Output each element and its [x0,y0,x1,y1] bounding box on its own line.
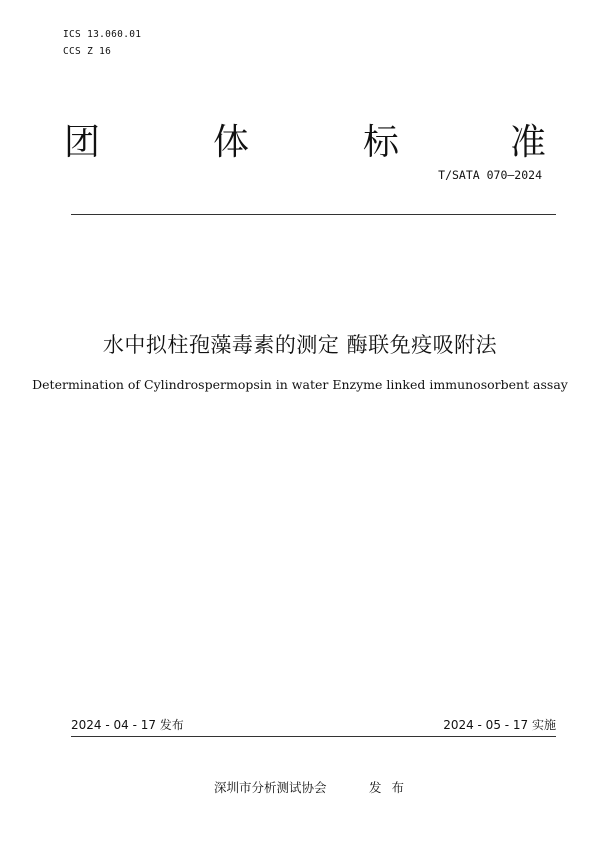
ccs-code: CCS Z 16 [63,46,112,57]
footer-divider [71,736,556,737]
standard-type-char-2: 体 [213,122,250,163]
header-divider [71,214,556,215]
english-title: Determination of Cylindrospermopsin in water Enzyme linked immunosorbent assay [32,377,568,392]
ics-code: ICS 13.060.01 [63,29,142,40]
issuing-organization: 深圳市分析测试协会 [214,780,327,795]
standard-type-char-3: 标 [363,122,400,163]
standard-type-char-1: 团 [64,122,101,163]
implementation-date: 2024 - 05 - 17 实施 [443,718,556,732]
publish-label: 发布 [369,780,415,795]
issue-date: 2024 - 04 - 17 发布 [71,718,184,732]
chinese-title: 水中拟柱孢藻毒素的测定 酶联免疫吸附法 [102,333,498,357]
standard-number: T/SATA 070—2024 [438,168,542,182]
standard-type-char-4: 准 [510,122,547,163]
